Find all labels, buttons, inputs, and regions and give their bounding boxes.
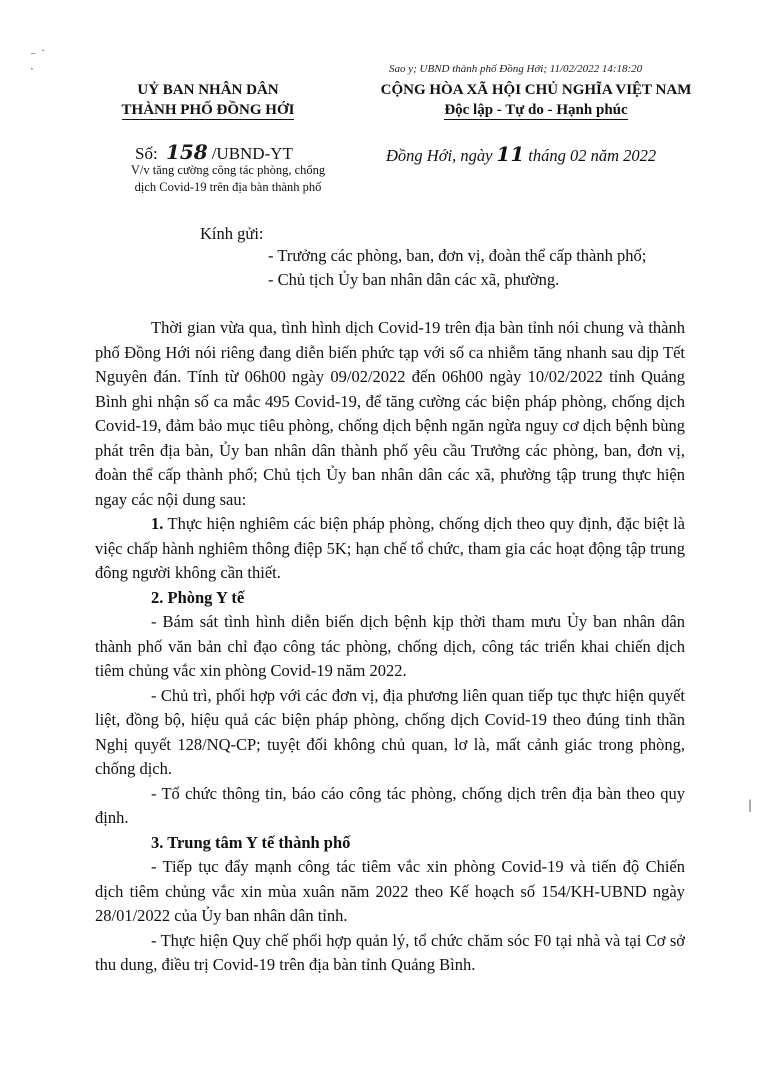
section-2-heading: 2. Phòng Y tế [151, 587, 245, 607]
issuer-line2: THÀNH PHỐ ĐỒNG HỚI [121, 102, 295, 118]
doc-number-suffix: /UBND-YT [211, 144, 293, 163]
subject-line2: dịch Covid-19 trên địa bàn thành phố [134, 180, 322, 194]
handwritten-number: 158 [165, 140, 208, 164]
recipient-item: - Trưởng các phòng, ban, đơn vị, đoàn thể cấp thành phố; [268, 246, 647, 265]
digital-signature-stamp: Sao y; UBND thành phố Đồng Hới; 11/02/2022 14:18:20 [389, 63, 643, 75]
section-3-heading: 3. Trung tâm Y tế thành phố [151, 832, 351, 852]
nation-line2: Độc lập - Tự do - Hạnh phúc [444, 102, 628, 118]
margin-mark: | [748, 798, 753, 812]
issuing-authority [118, 80, 298, 120]
place-date [386, 142, 656, 166]
nation-line1: CỘNG HÒA XÃ HỘI CHỦ NGHĨA VIỆT NAM [380, 82, 692, 98]
document-subject [108, 162, 348, 196]
section-2-paragraph: - Tổ chức thông tin, báo cáo công tác phòng, chống dịch trên địa bàn theo quy định. [95, 783, 685, 827]
recipients-label: Kính gửi: [200, 224, 264, 243]
national-motto [372, 80, 700, 120]
section-3-paragraph: - Thực hiện Quy chế phối hợp quản lý, tổ chức chăm sóc F0 tại nhà và tại Cơ sở thu dung, điều trị Covid-19 trên địa bàn tỉnh Quảng Bình. [95, 930, 685, 974]
item-1-text: Thực hiện nghiêm các biện pháp phòng, chống dịch theo quy định, đặc biệt là việc chấp hành nghiêm thông điệp 5K; hạn chế tổ chức, tham gia các hoạt động tập trung đông người không cần thiết. [95, 514, 686, 582]
document-body [95, 316, 685, 978]
issuer-line1: UỶ BAN NHÂN DÂN [137, 82, 279, 98]
corner-marks: ⁻ ˙ · [30, 48, 47, 76]
handwritten-day: 11 [496, 142, 525, 166]
subject-line1: V/v tăng cường công tác phòng, chống [130, 163, 326, 177]
section-2-paragraph: - Bám sát tình hình diễn biến dịch bệnh kịp thời tham mưu Ủy ban nhân dân thành phố văn bản chỉ đạo công tác phòng, chống dịch, công tác triển khai chiến dịch tiêm chủng vắc xin phòng Covid-19 năm 2022. [95, 612, 685, 680]
date-suffix: tháng 02 năm 2022 [528, 146, 657, 165]
date-prefix: Đồng Hới, ngày [386, 146, 493, 165]
item-1-number: 1. [151, 514, 164, 533]
section-2-paragraph: - Chủ trì, phối hợp với các đơn vị, địa phương liên quan tiếp tục thực hiện quyết liệt, đồng bộ, hiệu quả các biện pháp phòng, chống dịch Covid-19 theo đúng tinh thần Nghị quyết 128/NQ-CP; tuyệt đối không chủ quan, lơ là, mất cảnh giác trong phòng, chống dịch. [95, 685, 685, 778]
item-1-paragraph [95, 512, 685, 586]
recipient-item: - Chủ tịch Ủy ban nhân dân các xã, phường. [268, 270, 560, 289]
document-number [135, 140, 293, 164]
intro-paragraph: Thời gian vừa qua, tình hình dịch Covid-19 trên địa bàn tỉnh nói chung và thành phố Đồng Hới nói riêng đang diễn biến phức tạp với số ca nhiễm tăng nhanh sau dịp Tết Nguyên đán. Tính từ 06h00 ngày 09/02/2022 đến 06h00 ngày 10/02/2022 tỉnh Quảng Bình ghi nhận số ca mắc 495 Covid-19, để tăng cường các biện pháp phòng, chống dịch Covid-19, đảm bảo mục tiêu phòng, chống dịch bệnh ngăn ngừa nguy cơ dịch bệnh bùng phát trên địa bàn, Ủy ban nhân dân thành phố yêu cầu Trưởng các phòng, ban, đơn vị, đoàn thể cấp thành phố; Chủ tịch Ủy ban nhân dân các xã, phường tập trung thực hiện ngay các nội dung sau: [95, 318, 685, 509]
doc-number-prefix: Số: [135, 144, 158, 163]
section-3-paragraph: - Tiếp tục đẩy mạnh công tác tiêm vắc xin phòng Covid-19 và tiến độ Chiến dịch tiêm chủng vắc xin mùa xuân năm 2022 theo Kế hoạch số 154/KH-UBND ngày 28/01/2022 của Ủy ban nhân dân tỉnh. [95, 857, 685, 925]
